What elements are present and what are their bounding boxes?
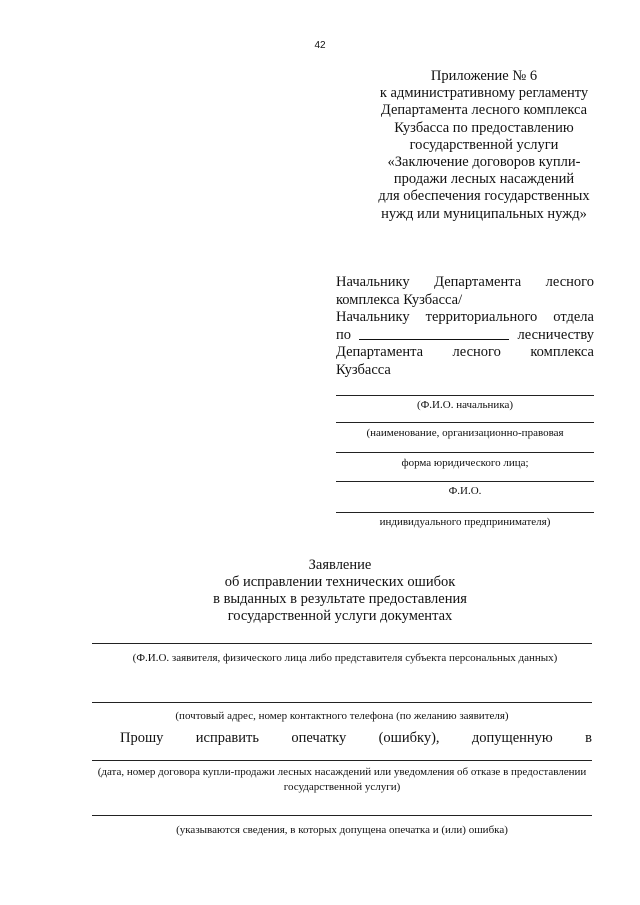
appendix-line: к административному регламенту xyxy=(379,85,589,102)
address-caption: (почтовый адрес, номер контактного телефона (по желанию заявителя) xyxy=(175,710,509,722)
entrepreneur-name-field xyxy=(336,481,594,498)
appendix-line: Департамента лесного комплекса xyxy=(380,102,588,119)
addressee-block xyxy=(336,274,594,379)
field-caption: индивидуального предпринимателя) xyxy=(379,516,551,528)
field-caption: (Ф.И.О. начальника) xyxy=(416,399,514,411)
addressee-word: Начальнику xyxy=(336,274,410,290)
addressee-line xyxy=(336,309,594,327)
addressee-word: Начальнику xyxy=(336,309,410,325)
fill-line[interactable] xyxy=(336,395,594,396)
addressee-line xyxy=(336,274,594,292)
details-caption: (указываются сведения, в которых допущена опечатка и (или) ошибка) xyxy=(176,824,508,836)
fill-line[interactable] xyxy=(336,481,594,482)
head-name-field xyxy=(336,395,594,412)
page-number: 42 xyxy=(314,40,326,51)
addressee-line: комплекса Кузбасса/ xyxy=(336,291,463,308)
appendix-line: государственной услуги xyxy=(409,136,559,153)
request-word: Прошу xyxy=(120,730,164,746)
request-word: допущенную xyxy=(471,730,553,746)
field-caption: (наименование, организационно-правовая xyxy=(366,427,564,439)
appendix-header xyxy=(362,68,606,223)
addressee-word: лесного xyxy=(452,344,501,360)
title-line: Заявление xyxy=(308,557,372,573)
fill-line[interactable] xyxy=(336,452,594,453)
applicant-name-line[interactable] xyxy=(92,643,592,644)
addressee-word: Департамента xyxy=(434,274,522,290)
appendix-line: Приложение № 6 xyxy=(430,68,538,84)
addressee-word: территориального xyxy=(425,309,538,325)
field-caption: Ф.И.О. xyxy=(448,485,482,497)
appendix-line: для обеспечения государственных xyxy=(378,188,590,205)
address-line[interactable] xyxy=(92,702,592,703)
addressee-line xyxy=(336,327,594,345)
document-title xyxy=(150,557,530,625)
appendix-line: «Заключение договоров купли- xyxy=(387,154,581,171)
request-word: (ошибку), xyxy=(378,730,440,746)
entrepreneur-field xyxy=(336,512,594,529)
addressee-word: отдела xyxy=(553,309,594,325)
appendix-line: Кузбасса по предоставлению xyxy=(394,119,574,136)
fill-line[interactable] xyxy=(336,422,594,423)
document-caption: (дата, номер договора купли-продажи лесных насаждений или уведомления об отказе в предоставлении государственной услуги) xyxy=(97,766,587,793)
request-word: в xyxy=(585,730,592,746)
addressee-word: по xyxy=(336,326,352,343)
addressee-word: Департамента xyxy=(336,344,424,360)
request-word: опечатку xyxy=(291,730,347,746)
document-reference-line[interactable] xyxy=(92,760,592,761)
addressee-line xyxy=(336,344,594,362)
title-line: об исправлении технических ошибок xyxy=(224,574,456,590)
addressee-word: лесничеству xyxy=(517,326,594,343)
forestry-name-blank[interactable] xyxy=(359,327,509,340)
title-line: государственной услуги документах xyxy=(227,608,453,624)
legal-form-field xyxy=(336,452,594,470)
applicant-caption: (Ф.И.О. заявителя, физического лица либо представителя субъекта персональных данных) xyxy=(132,652,558,664)
addressee-word: комплекса xyxy=(530,344,594,360)
field-caption: форма юридического лица; xyxy=(401,457,529,469)
appendix-line: нужд или муниципальных нужд» xyxy=(381,205,587,222)
appendix-line: продажи лесных насаждений xyxy=(393,171,575,188)
title-line: в выданных в результате предоставления xyxy=(213,591,467,607)
request-text xyxy=(120,730,592,747)
request-word: исправить xyxy=(195,730,259,746)
applicant-org-field xyxy=(336,422,594,440)
fill-line[interactable] xyxy=(336,512,594,513)
addressee-word: лесного xyxy=(545,274,594,290)
error-details-line[interactable] xyxy=(92,815,592,816)
addressee-line: Кузбасса xyxy=(336,361,391,378)
